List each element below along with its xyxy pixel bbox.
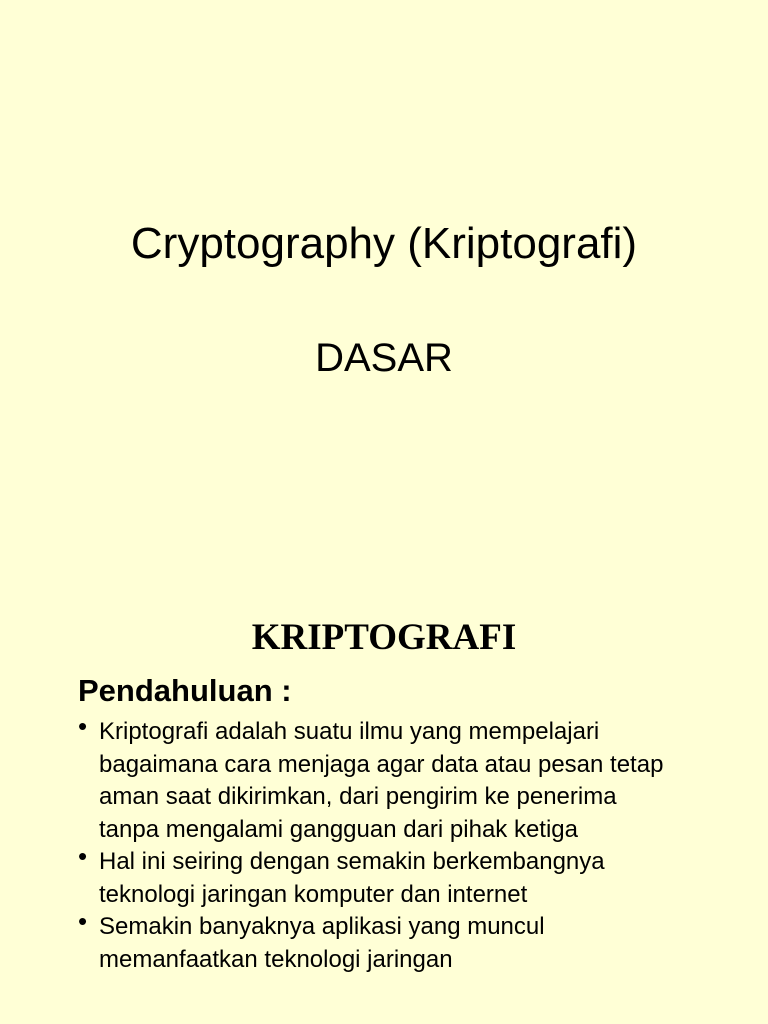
- bullet-item: [78, 711, 678, 846]
- content-slide: [0, 580, 768, 1024]
- bullet-dot-icon: •: [78, 711, 88, 741]
- slide-subtitle: DASAR: [315, 336, 453, 380]
- bullet-text: Semakin banyaknya aplikasi yang muncul memanfaatkan teknologi jaringan: [99, 913, 545, 973]
- bullet-dot-icon: •: [78, 906, 88, 936]
- bullet-list: [78, 711, 678, 976]
- intro-heading: Pendahuluan :: [78, 673, 292, 708]
- bullet-text: Hal ini seiring dengan semakin berkembangnya teknologi jaringan komputer dan internet: [99, 848, 605, 908]
- bullet-item: [78, 841, 678, 911]
- slide-title: Cryptography (Kriptografi): [130, 219, 638, 268]
- bullet-text: Kriptografi adalah suatu ilmu yang mempelajari bagaimana cara menjaga agar data atau pesan tetap aman saat dikirimkan, dari pengirim ke penerima tanpa mengalami gangguan dari pihak ketiga: [99, 718, 664, 843]
- bullet-dot-icon: •: [78, 841, 88, 871]
- bullet-item: [78, 906, 678, 976]
- section-title: KRIPTOGRAFI: [251, 617, 517, 658]
